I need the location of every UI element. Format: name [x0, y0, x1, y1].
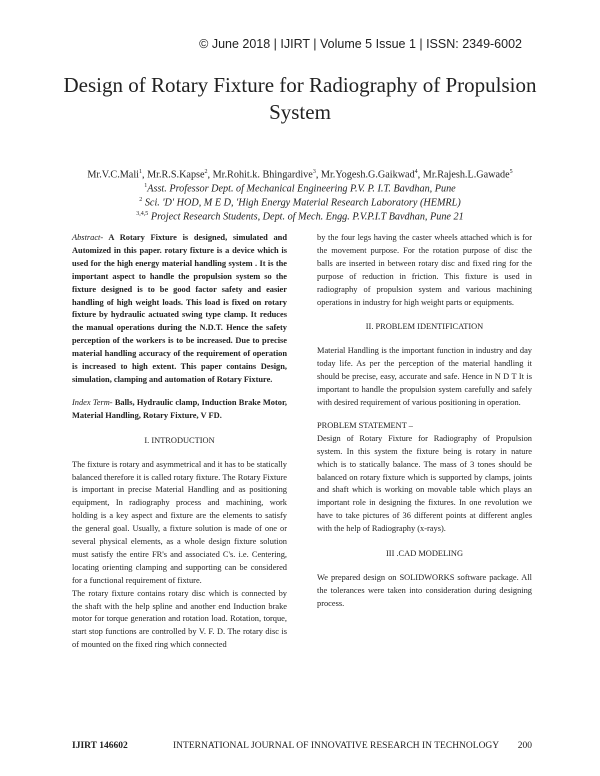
affiliation-sup: 2 [139, 197, 143, 203]
author-list: Mr.V.C.Mali$^1$, Mr.R.S.Kapse$^2$, Mr.Rohit.k. Bhingardive$^3$, Mr.Yogesh.G.Gaikwad$^4$, Mr.Rajesh.L.Gawade$^5$ [87, 169, 513, 181]
author-name: Mr.R.S.Kapse [147, 169, 205, 181]
index-terms-text: Balls, Hydraulic clamp, Induction Brake Motor, Material Handling, Rotary Fixture, V FD. [72, 397, 287, 420]
left-column [72, 232, 287, 652]
affiliation-sup: 1 [144, 183, 148, 189]
problem-statement-label: PROBLEM STATEMENT – [317, 420, 413, 430]
page-footer [72, 741, 532, 754]
affiliation-text: Asst. Professor Dept. of Mechanical Engineering P.V. P. I.T. Bavdhan, Pune [147, 183, 456, 195]
affiliation-sup: 3,4,5 [136, 211, 149, 217]
author-name: Mr.Rajesh.L.Gawade [422, 169, 510, 181]
affiliation-text: Sci. 'D' HOD, M E D, 'High Energy Material Research Laboratory (HEMRL) [144, 197, 461, 209]
footer-page-number: 200 [517, 741, 532, 751]
abstract [72, 232, 287, 387]
intro-paragraph-1: The fixture is rotary and asymmetrical and it has to be statically balanced therefore it is called rotary fixture. The Rotary Fixture is important in precise Material Handling and as positioning equipment, In radiography process and machining, work holding is a key aspect and fixture are the elements to satisfy the general goal. Usually, a fixture solution is made of one or several physical elements, as a whole design fixture solution must satisfy the entire FR's and associated C's. i.e. Centering, locating orienting clamping and supporting can be considered for a functional requirement of fixture. [72, 459, 287, 585]
author-sup: 3 [312, 169, 316, 175]
footer-paper-id: IJIRT 146602 [72, 741, 128, 751]
cad-paragraph: We prepared design on SOLIDWORKS software package. All the tolerances were taken into consideration during designing process. [317, 572, 532, 608]
author-name: Mr.Yogesh.G.Gaikwad [320, 169, 415, 181]
index-terms [72, 397, 287, 423]
paper-title: Design of Rotary Fixture for Radiography of Propulsion System [63, 73, 537, 124]
author-sup: 5 [509, 169, 513, 175]
footer-journal-name: INTERNATIONAL JOURNAL OF INNOVATIVE RESEARCH IN TECHNOLOGY [173, 741, 500, 751]
author-sup: 2 [204, 169, 208, 175]
section-heading-problem-identification: II. PROBLEM IDENTIFICATION [365, 322, 484, 332]
journal-citation-header: © June 2018 | IJIRT | Volume 5 Issue 1 | ISSN: 2349-6002 [199, 37, 522, 51]
author-sup: 4 [414, 169, 418, 175]
section-heading-introduction: I. INTRODUCTION [144, 435, 215, 445]
index-terms-label: Index Term- [72, 397, 113, 407]
right-column [317, 232, 532, 611]
abstract-text: A Rotary Fixture is designed, simulated and Automized in this paper. rotary fixture is a device which is used for the high energy material handling system . It is the important aspect to handle the propulsion system so the fixture designed is to be good factor safety and easier handling of high weight loads. This load is fixed on rotary fixture by hydraulic actuated swing type clamp. It reduces the manual operations during the N.D.T. Hence the safety perception of the workers is to be increased. Due to precise material handling accuracy of the requirement of operation is increased to high extent. This paper contains Design, simulation, clamping and automation of Rotary Fixture. [72, 233, 287, 384]
problem-statement-text: Design of Rotary Fixture for Radiography of Propulsion system. In this system the fixture being is rotary in nature which is to statically balance. The mass of 3 tones should be balanced on rotary fixture which is supported by clamps, joints and shaft which is working on movable table which plays an important role in designing the fixtures. In one revolution we have to take pictures of 36 different points at different angles with the help of Radiography (x-rays). [317, 433, 532, 534]
author-name: Mr.Rohit.k. Bhingardive [212, 169, 313, 181]
section-heading-cad-modeling: III .CAD MODELING [386, 549, 463, 559]
intro-paragraph-2: The rotary fixture contains rotary disc which is connected by the shaft with the help spline and another end Induction brake motor for torque generation and rotation load. Rotation, torque, start stop functions are controlled by V. F. D. The rotary disc is of mounted on the fixed ring which connected [72, 588, 287, 650]
intro-paragraph-continued: by the four legs having the caster wheels attached which is for the movement purpose. For the rotation purpose of disc the balls are inserted in between rotary disc and fixed ring for the purpose of reduction in friction. This fixture is used in radiography of propulsion system and various machining operations in industry for high weight parts or equipments. [317, 233, 532, 307]
problem-paragraph: Material Handling is the important function in industry and day today life. As per the perception of the material handling it should be precise, easy, accurate and safe. Hence in N D T It is important to handle the propulsion system carefully and safely with desired requirement of various positioning in operation. [317, 346, 532, 407]
affiliation-3 [55, 207, 545, 224]
abstract-label: Abstract- [72, 233, 104, 242]
author-name: Mr.V.C.Mali [87, 169, 139, 181]
author-sup: 1 [138, 169, 142, 175]
affiliation-text: Project Research Students, Dept. of Mech. Engg. P.V.P.I.T Bavdhan, Pune 21 [150, 211, 464, 223]
